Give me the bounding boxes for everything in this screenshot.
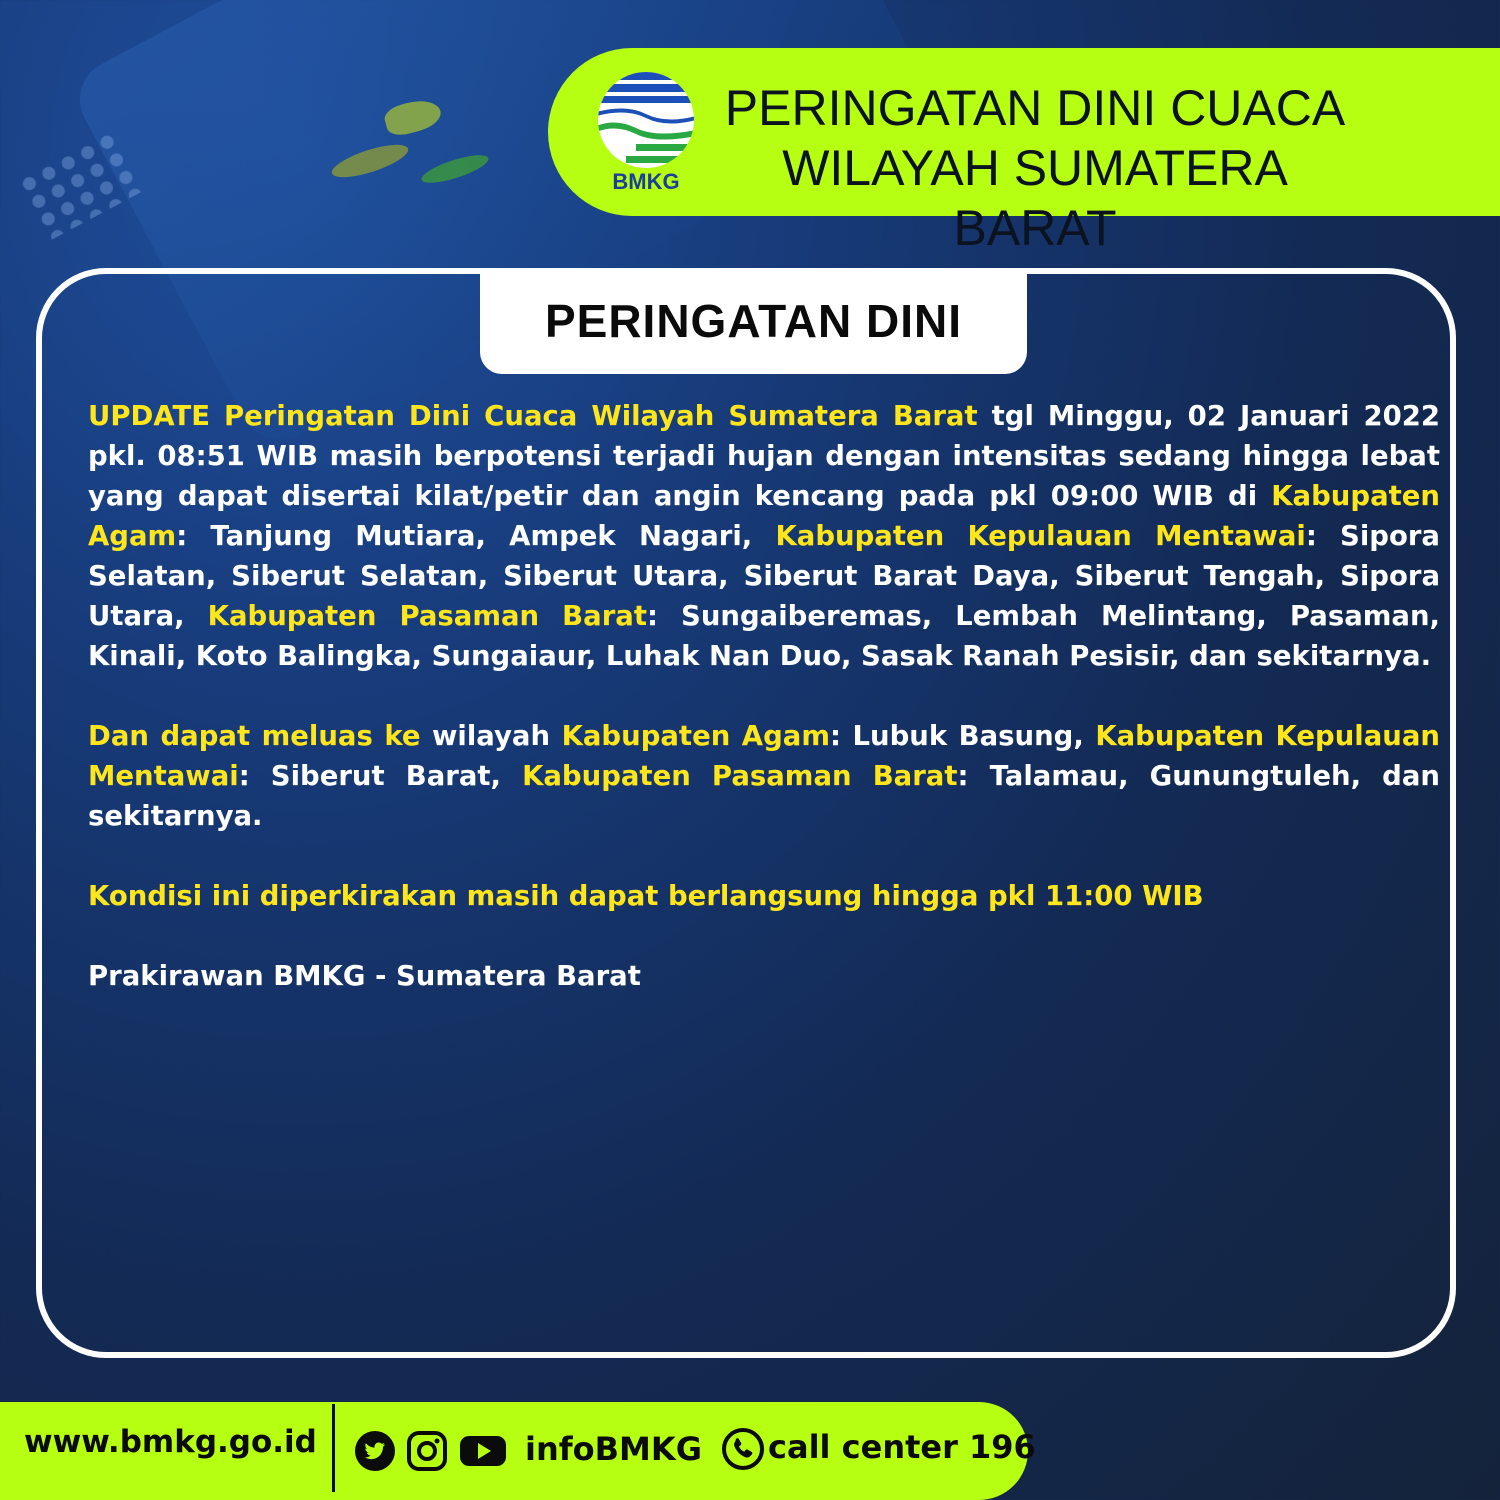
body-text: wilayah (420, 720, 562, 752)
highlight-text: Kabupaten Agam (561, 720, 830, 752)
highlight-text: Kabupaten Pasaman Barat (207, 600, 647, 632)
body-text: : Sipora Selatan, Siberut Selatan, Siberut Utara, Siberut Barat Daya, Siberut Tengah, Sipora Utara, (88, 520, 1440, 632)
body-text: : Sungaiberemas, Lembah Melintang, Pasaman, Kinali, Koto Balingka, Sungaiaur, Luhak Nan Duo, Sasak Ranah Pesisir, dan sekitarnya. (88, 600, 1440, 672)
website-link[interactable]: www.bmkg.go.id (24, 1424, 317, 1460)
title-line-1: PERINGATAN DINI CUACA (724, 80, 1346, 136)
bmkg-logo (596, 68, 700, 192)
highlight-text: Kabupaten Agam (88, 480, 1440, 552)
logo-text: BMKG (612, 169, 680, 192)
warning-duration: Kondisi ini diperkirakan masih dapat berlangsung hingga pkl 11:00 WIB (88, 880, 1204, 912)
highlight-text: Kabupaten Kepulauan Mentawai (88, 720, 1440, 792)
body-text: : Siberut Barat, (238, 760, 523, 792)
body-text: tgl Minggu, 02 Januari 2022 pkl. 08:51 WIB masih berpotensi terjadi hujan dengan intensitas sedang hingga lebat yang dapat disertai kilat/petir dan angin kencang pada pkl 09:00 WIB di (88, 400, 1440, 512)
panel-title: PERINGATAN DINI (544, 295, 963, 347)
body-text: : Talamau, Gunungtuleh, dan sekitarnya. (88, 760, 1440, 832)
highlight-text: UPDATE Peringatan Dini Cuaca Wilayah Sumatera Barat (88, 400, 978, 432)
phone-icon (722, 1428, 764, 1470)
warning-paragraph-expansion (88, 716, 1440, 836)
instagram-icon[interactable] (406, 1430, 448, 1472)
body-text: : Tanjung Mutiara, Ampek Nagari, (176, 520, 776, 552)
highlight-text: Kabupaten Kepulauan Mentawai (775, 520, 1306, 552)
panel-tab (480, 268, 1027, 374)
body-text: : Lubuk Basung, (830, 720, 1096, 752)
youtube-icon[interactable] (458, 1430, 508, 1472)
forecaster-signature: Prakirawan BMKG - Sumatera Barat (88, 960, 641, 992)
highlight-text: Dan dapat meluas ke (88, 720, 421, 752)
call-center[interactable]: call center 196 (768, 1428, 1036, 1466)
page-title (700, 78, 1370, 258)
warning-content (88, 396, 1440, 996)
twitter-icon[interactable] (354, 1430, 396, 1472)
highlight-text: Kabupaten Pasaman Barat (522, 760, 958, 792)
social-handle[interactable]: infoBMKG (525, 1430, 702, 1468)
footer-divider (332, 1404, 335, 1492)
warning-paragraph-main (88, 396, 1440, 676)
title-line-2: WILAYAH SUMATERA BARAT (782, 140, 1288, 256)
